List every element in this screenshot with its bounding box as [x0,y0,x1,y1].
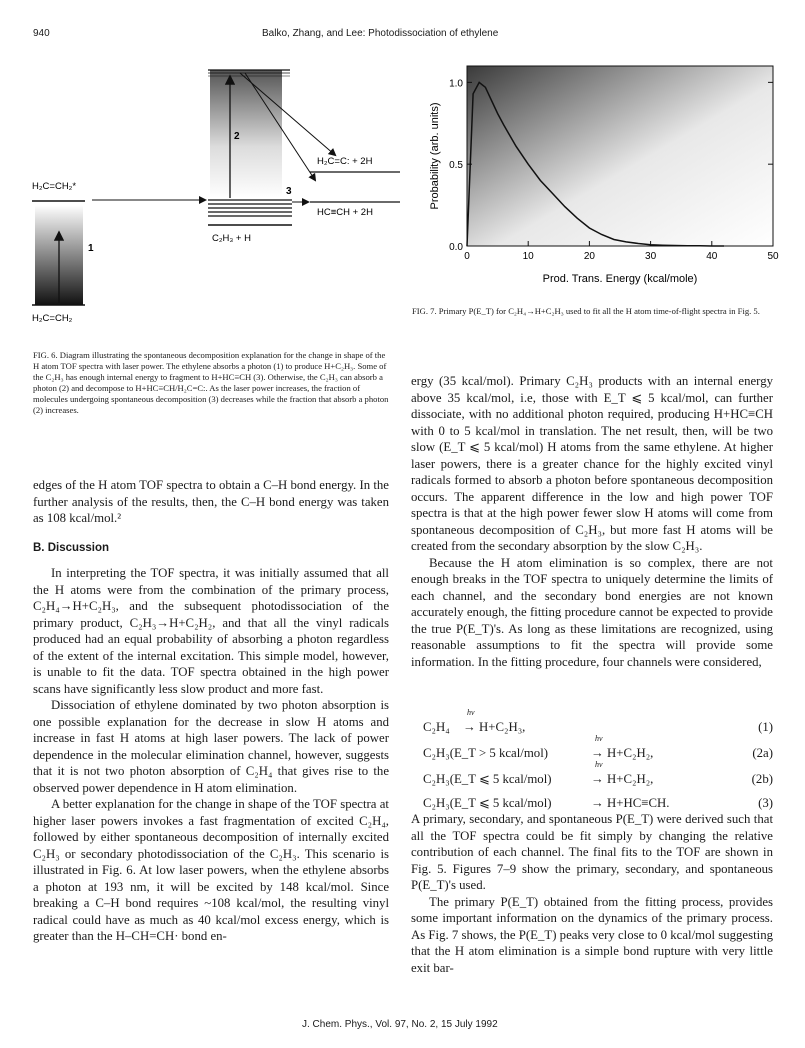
equation-2b: hν C₂H₃(E_T ⩽ 5 kcal/mol) → H+C₂H₂, (2b) [423,760,773,786]
left-paragraph-1: In interpreting the TOF spectra, it was initially assumed that all the H atoms were from the combination of the primary process, C₂H₄→H+C₂H₃, and the subsequent photodissociation of the primary product, C₂H₃→H+C₂H₂, and that all the vinyl radicals produced had an equal probability of absorbing a photon regardless of the extent of the internal excitation. This simple model, however, is unable to fit the data. TOF spectra obtained in the high power scans have significantly less slow product and more fast. [33,566,389,696]
page-number: 940 [33,28,50,39]
ground-label: H₂C=CH₂ [32,313,73,324]
right-column-lower [411,811,773,976]
fig7-svg [412,60,792,300]
right-paragraph-0: ergy (35 kcal/mol). Primary C₂H₃ products with an internal energy above 35 kcal/mol, i.e, those with E_T ⩽ 5 kcal/mol, can further dissociate, with no additional photon required, producing H+HC≡CH with 0 to 5 kcal/mol in translation. The net result, then, will be two slow (E_T ⩽ 5 kcal/mol) H atoms from the same ethylene. At higher laser powers, there is a greater chance for the highly excited vinyl radicals formed to absorb a photon before spontaneous decomposition occurs. The apparent difference in the low and high power TOF spectra is that at the high power fewer slow H atoms will come from spontaneous decomposition of C₂H₃, but more fast H atoms will be created from the secondary absorption by the slow C₂H₃. [411,374,773,553]
x-tick-label: 10 [522,251,534,262]
equation-2a: hν C₂H₃(E_T > 5 kcal/mol) → H+C₂H₂, (2a) [423,734,773,760]
equation-3: C₂H₃(E_T ⩽ 5 kcal/mol) → H+HC≡CH. (3) [423,796,773,810]
journal-footer: J. Chem. Phys., Vol. 97, No. 2, 15 July 1992 [302,1019,498,1030]
left-column-main [33,565,389,945]
equations-block [411,708,773,810]
section-heading: B. Discussion [33,542,110,554]
left-paragraph-0: edges of the H atom TOF spectra to obtain a C–H bond energy. In the further analysis of the results, then, the C–H bond energy was taken as 108 kcal/mol.² [33,478,389,525]
c2h3-label: C₂H₃ + H [212,233,251,244]
x-tick-label: 20 [583,251,595,262]
right-paragraph-1: Because the H atom elimination is so complex, there are not enough breaks in the TOF spectra to uniquely determine the limits of each channel, and the secondary bond energies are not known accurately enough, the fitting procedure cannot be expected to provide the true P(E_T)'s. As long as these limitations are recognized, using reasonable assumptions to fit the spectra will provide some information. In the fitting procedure, four channels were considered, [411,555,773,669]
h2cc-label: H₂C=C: + 2H [317,156,373,167]
y-tick-label: 1.0 [449,78,463,90]
x-axis-label: Prod. Trans. Energy (kcal/mole) [542,273,698,285]
x-tick-label: 0 [464,251,470,262]
y-axis-label: Probability (arb. units) [429,102,441,210]
left-column [33,477,389,527]
equation-1: hν C₂H₄ → H+C₂H₃, (1) [423,708,773,734]
right-paragraph-3: The primary P(E_T) obtained from the fitting process, provides some important information on the dynamics of the primary process. As Fig. 7 shows, the P(E_T) peaks very close to 0 kcal/mol suggesting that the H atom elimination is a simple bond rupture with very little exit bar- [411,894,773,975]
arrow-2-label: 2 [234,131,240,142]
left-paragraph-3: A better explanation for the change in shape of the TOF spectra at higher laser powers invokes a fast fragmentation of excited C₂H₄, followed by either spontaneous decomposition of internally excited C₂H₃ or secondary photodissociation of the C₂H₃. This scenario is illustrated in Fig. 6. At low laser powers, when the ethylene absorbs a photon at 193 nm, it will be excited by 148 kcal/mol. Since breaking a C–H bond requires ~108 kcal/mol, the resulting vinyl radical could have as much as 40 kcal/mol excess energy, which is greater than the H–CH=CH· bond en- [33,797,389,943]
y-tick-label: 0.0 [449,242,463,253]
y-tick-label: 0.5 [449,160,463,172]
plot-area [467,66,773,246]
x-tick-label: 30 [645,251,657,262]
left-paragraph-2: Dissociation of ethylene dominated by two photon absorption is one possible explanation for the decrease in slow H atoms and increase in fast H atoms at high laser powers. The lack of power dependence in the molecular elimination channel, however, suggests that it is not two photon absorption of C₂H₄ that gives rise to the observed power dependence in H atom elimination. [33,698,389,795]
fig6-caption: FIG. 6. Diagram illustrating the spontaneous decomposition explanation for the change in shape of the H atom TOF spectra with laser power. The ethylene absorbs a photon (1) to produce H+C₂H₃. Some of the C₂H₃ has enough internal energy to fragment to H+HC≡CH (3). Otherwise, the C₂H₃ can absorb a photon (2) and decompose to H+HC≡CH/H₂C=C:. As the laser power increases, the fraction of molecules undergoing spontaneous decomposition (3) decreases while the fraction that absorb a photon (2) increases. [33,350,389,415]
fig6-diagram [30,55,410,345]
fig7-chart [412,60,792,300]
excited-label: H₂C=CH₂* [32,181,77,192]
right-column [411,373,773,670]
c2h3-band [210,70,282,198]
arrow-3-label: 3 [286,186,292,197]
x-tick-label: 40 [706,251,718,262]
fig7-caption: FIG. 7. Primary P(E_T) for C₂H₄→H+C₂H₃ used to fit all the H atom time-of-flight spectra in Fig. 5. [412,306,760,316]
fig6-svg [30,55,410,345]
arrow-1-label: 1 [88,243,94,254]
hcch-label: HC≡CH + 2H [317,207,373,218]
running-title: Balko, Zhang, and Lee: Photodissociation of ethylene [262,28,499,39]
x-tick-label: 50 [767,251,779,262]
right-paragraph-2: A primary, secondary, and spontaneous P(E_T) were derived such that all the TOF spectra could be fit simply by changing the relative contribution of each channel. The final fits to the TOF are shown in Fig. 5. Figures 7–9 show the primary, secondary, and spontaneous P(E_T)'s used. [411,812,773,892]
